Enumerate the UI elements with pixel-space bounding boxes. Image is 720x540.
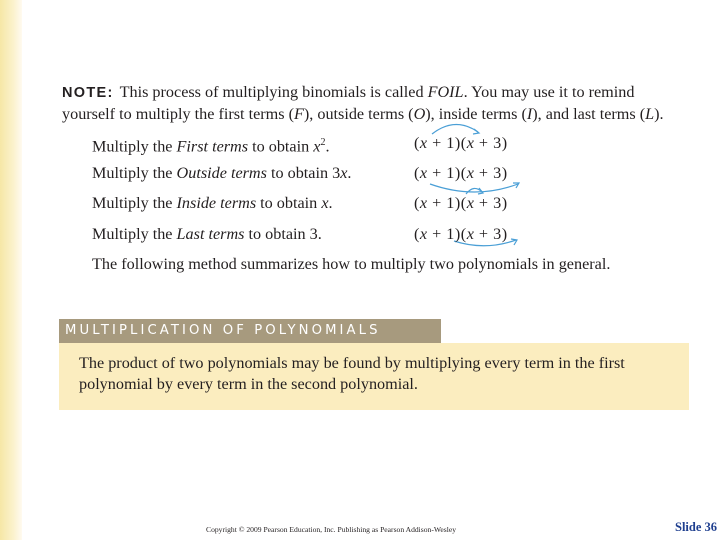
note-line-1 bbox=[62, 82, 702, 104]
copyright-text: Copyright © 2009 Pearson Education, Inc. Publishing as Pearson Addison-Wesley bbox=[206, 525, 457, 534]
step-outside-text: Multiply the Outside terms to obtain 3x. bbox=[92, 164, 352, 182]
box-body bbox=[59, 343, 689, 410]
step-first-expression: (x + 1)(x + 3) bbox=[414, 134, 508, 152]
step-last-text: Multiply the Last terms to obtain 3. bbox=[92, 225, 322, 243]
box-line-2: polynomial by every term in the second polynomial. bbox=[79, 375, 418, 393]
note-paragraph bbox=[62, 82, 702, 125]
note-line-2-text: yourself to multiply the first terms (F), outside terms (O), inside terms (I), and last terms (L). bbox=[62, 105, 664, 123]
slide-number: Slide 36 bbox=[675, 520, 718, 534]
note-line-2 bbox=[62, 104, 702, 125]
step-inside-text: Multiply the Inside terms to obtain x. bbox=[92, 194, 333, 212]
left-accent-strip bbox=[0, 0, 22, 540]
box-line-1: The product of two polynomials may be found by multiplying every term in the first bbox=[79, 354, 625, 372]
step-first-text: Multiply the First terms to obtain $x^2$. bbox=[92, 137, 330, 156]
summary-text: The following method summarizes how to multiply two polynomials in general. bbox=[92, 255, 611, 273]
note-keyword: NOTE: bbox=[62, 85, 114, 101]
note-line-1-text: This process of multiplying binomials is called FOIL. You may use it to remind bbox=[119, 83, 635, 101]
box-text bbox=[79, 353, 679, 395]
step-last-expression: (x + 1)(x + 3) bbox=[414, 225, 508, 243]
step-inside-expression: (x + 1)(x + 3) bbox=[414, 194, 508, 212]
step-outside-expression: (x + 1)(x + 3) bbox=[414, 164, 508, 182]
box-title: MULTIPLICATION OF POLYNOMIALS bbox=[59, 319, 441, 343]
